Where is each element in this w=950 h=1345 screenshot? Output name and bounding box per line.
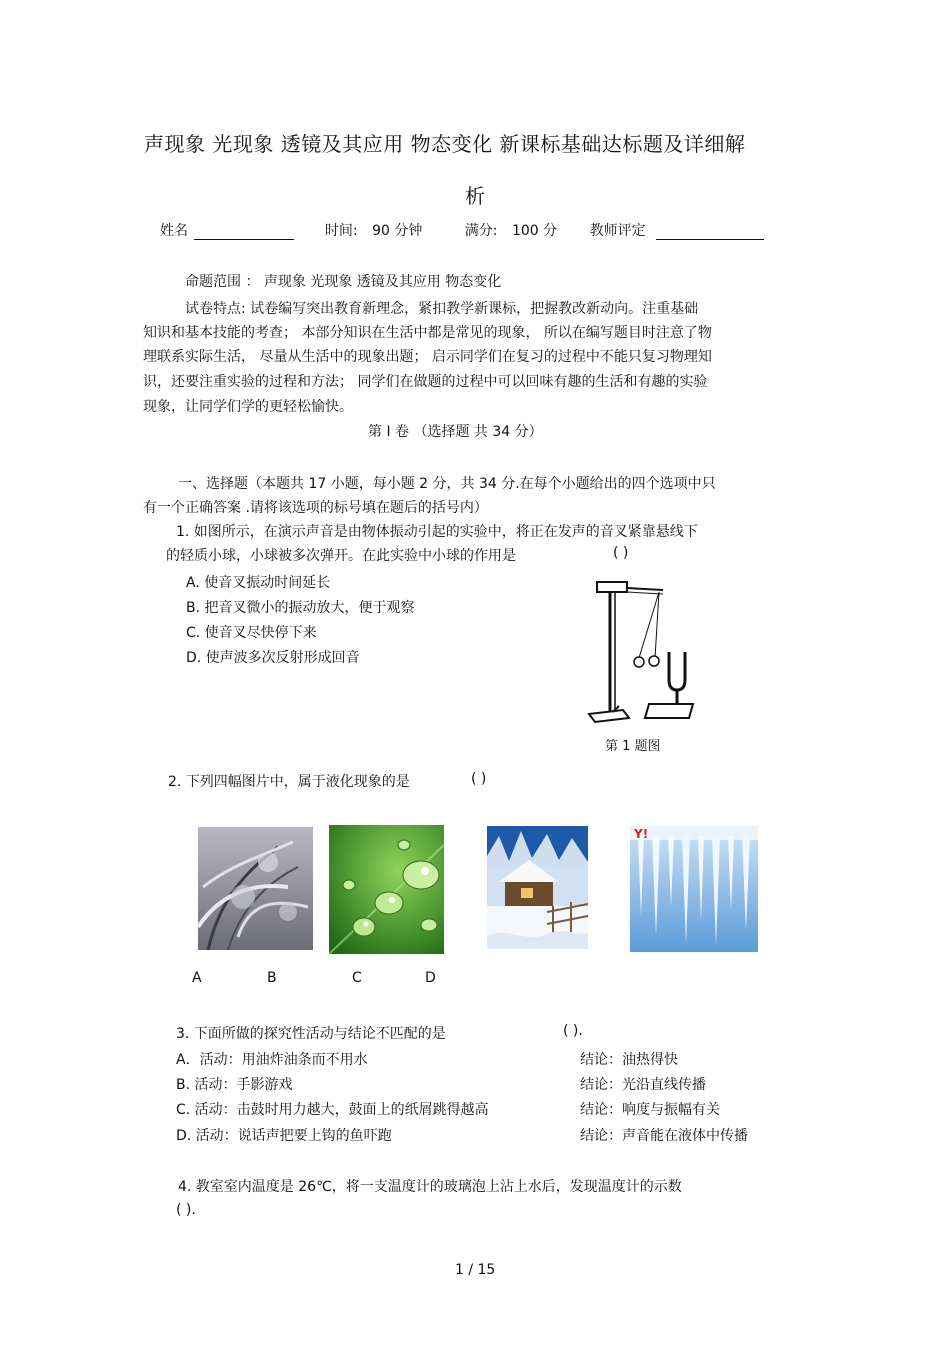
q2-label-b: B — [267, 970, 277, 986]
frost-plant-photo — [198, 827, 313, 950]
page-title-line2: 析 — [465, 184, 486, 208]
q2-stem: 2. 下列四幅图片中，属于液化现象的是 — [168, 774, 410, 790]
watermark-text: Y! — [634, 827, 649, 841]
score-label: 满分: — [464, 223, 498, 239]
name-label: 姓名 — [160, 223, 188, 239]
q4-stem-line-2: ( ). — [176, 1202, 196, 1218]
q2-label-a: A — [192, 970, 202, 986]
page-title-line1: 声现象 光现象 透镜及其应用 物态变化 新课标基础达标题及详细解 — [144, 132, 746, 156]
q3-activity-a: A．活动：用油炸油条而不用水 — [176, 1052, 368, 1068]
q3-conclusion-d: 结论：声音能在液体中传播 — [580, 1128, 748, 1144]
page-number: 1 / 15 — [455, 1262, 496, 1278]
q1-figure-caption: 第 1 题图 — [605, 739, 661, 754]
score-value: 100 分 — [511, 223, 558, 239]
q1-option-a: A. 使音叉振动时间延长 — [186, 575, 331, 591]
part1-line-1: 一、选择题（本题共 17 小题，每小题 2 分，共 34 分.在每个小题给出的四个选项中只 — [178, 476, 716, 492]
time-value: 90 分钟 — [372, 223, 423, 239]
q1-answer-bracket: ( ) — [613, 545, 629, 561]
q3-conclusion-a: 结论：油热得快 — [580, 1052, 678, 1068]
q2-label-d: D — [425, 970, 436, 986]
q1-option-d: D. 使声波多次反射形成回音 — [186, 650, 360, 666]
q3-activity-c: C. 活动：击鼓时用力越大，鼓面上的纸屑跳得越高 — [176, 1102, 489, 1118]
scope-line: 命题范围 ： 声现象 光现象 透镜及其应用 物态变化 — [185, 274, 502, 290]
teacher-label: 教师评定 — [589, 223, 646, 239]
q1-option-b: B. 把音叉微小的振动放大，便于观察 — [186, 600, 415, 616]
snowy-cabin-photo — [487, 826, 588, 949]
q3-answer-bracket: ( ). — [563, 1023, 583, 1039]
q4-stem-line-1: 4. 教室室内温度是 26℃，将一支温度计的玻璃泡上沾上水后，发现温度计的示数 — [178, 1179, 682, 1195]
q3-activity-b: B. 活动：手影游戏 — [176, 1077, 293, 1093]
q1-option-c: C. 使音叉尽快停下来 — [186, 625, 317, 641]
section-heading: 第 I 卷 （选择题 共 34 分） — [368, 424, 543, 440]
part1-line-2: 有一个正确答案 .请将该选项的标号填在题后的括号内） — [143, 500, 488, 516]
features-line-5: 现象，让同学们学的更轻松愉快。 — [143, 399, 353, 415]
features-line-4: 识，还要注重实验的过程和方法； 同学们在做题的过程中可以回味有趣的生活和有趣的实验 — [143, 374, 708, 390]
q3-conclusion-c: 结论：响度与振幅有关 — [580, 1102, 720, 1118]
q3-stem: 3. 下面所做的探究性活动与结论不匹配的是 — [176, 1026, 446, 1042]
features-line-2: 知识和基本技能的考查； 本部分知识在生活中都是常见的现象， 所以在编写题目时注意了物 — [143, 325, 712, 341]
tuning-fork-apparatus-figure — [583, 572, 698, 727]
teacher-blank — [656, 223, 764, 240]
q1-stem-line-2: 的轻质小球，小球被多次弹开。在此实验中小球的作用是 — [166, 548, 516, 564]
q2-label-c: C — [352, 970, 362, 986]
info-line — [160, 220, 764, 240]
features-line-1: 试卷特点: 试卷编写突出教育新理念，紧扣教学新课标，把握教改新动向。注重基础 — [185, 301, 699, 317]
time-label: 时间: — [324, 223, 358, 239]
leaf-water-drops-photo — [329, 825, 444, 954]
features-line-3: 理联系实际生活， 尽量从生活中的现象出题； 启示同学们在复习的过程中不能只复习物理知 — [143, 349, 712, 365]
q1-stem-line-1: 1. 如图所示，在演示声音是由物体振动引起的实验中，将正在发声的音叉紧靠悬线下 — [176, 524, 698, 540]
q3-conclusion-b: 结论：光沿直线传播 — [580, 1077, 706, 1093]
icicles-photo — [630, 826, 758, 952]
q2-answer-bracket: ( ) — [471, 771, 487, 787]
q3-activity-d: D. 活动：说话声把要上钩的鱼吓跑 — [176, 1128, 392, 1144]
name-blank — [194, 223, 294, 240]
